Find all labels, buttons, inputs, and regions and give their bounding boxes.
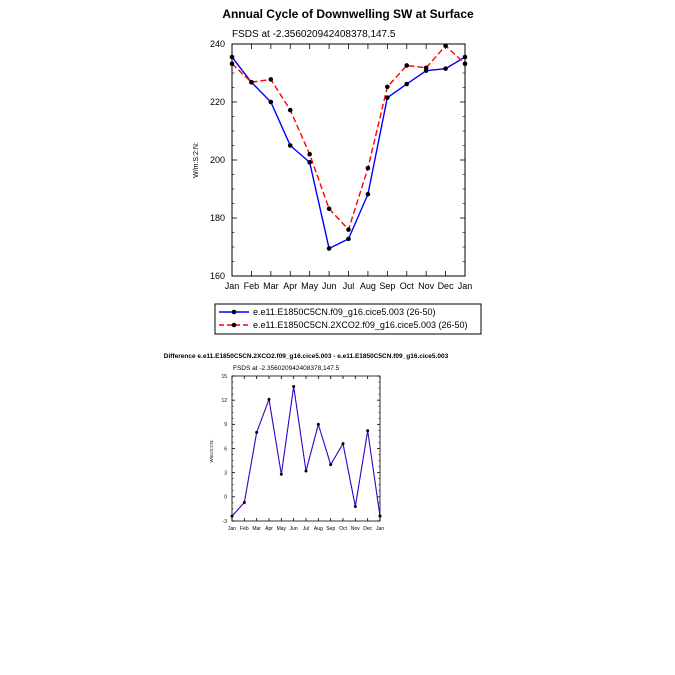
x-tick-label: Aug [313, 526, 323, 532]
y-tick-label: -3 [222, 518, 227, 525]
data-point [243, 501, 246, 504]
x-tick-label: Jul [302, 526, 310, 532]
x-tick-label: Mar [252, 526, 261, 532]
series-line-1 [232, 386, 380, 516]
x-tick-label: Nov [418, 281, 435, 291]
data-point [307, 160, 312, 165]
x-tick-label: Jan [457, 281, 473, 291]
x-tick-label: Jan [375, 526, 385, 532]
data-point [230, 55, 235, 60]
data-point [379, 515, 382, 518]
data-point [231, 515, 234, 518]
data-point [346, 237, 351, 242]
x-tick-label: Apr [283, 281, 298, 291]
data-point [424, 65, 429, 70]
y-tick-label: 12 [221, 397, 227, 404]
legend-label-series-1: e.e11.E1850C5CN.f09_g16.cice5.003 (26-50) [253, 307, 436, 317]
legend-marker-series-2 [232, 323, 237, 328]
x-tick-label: Mar [263, 281, 279, 291]
x-tick-label: Nov [350, 526, 360, 532]
x-tick-label: Oct [399, 281, 414, 291]
chart1-ylabel: W/m:S:2:N: [193, 142, 200, 178]
data-point [269, 100, 274, 105]
y-tick-label: 240 [209, 39, 225, 50]
data-point [366, 192, 371, 197]
x-tick-label: Dec [437, 281, 454, 291]
chart2-ylabel: W/m:S:2:N: [209, 439, 214, 463]
series-overlay-line-1 [232, 386, 380, 516]
x-tick-label: Oct [339, 526, 347, 532]
data-point [354, 505, 357, 508]
data-point [342, 442, 345, 445]
chart1-plot-area [210, 39, 472, 291]
x-tick-label: Jul [342, 281, 355, 291]
x-tick-label: Sep [379, 281, 396, 291]
y-tick-label: 200 [209, 155, 225, 166]
y-tick-label: 3 [224, 470, 227, 477]
legend-marker-series-1 [232, 310, 237, 315]
data-point [463, 61, 468, 66]
y-tick-label: 9 [224, 422, 227, 429]
data-point [249, 80, 254, 85]
y-tick-label: 220 [209, 97, 225, 108]
data-point [366, 429, 369, 432]
x-tick-label: May [276, 526, 287, 532]
x-tick-label: May [301, 281, 319, 291]
series-line-2 [232, 46, 465, 230]
chart1-frame [232, 44, 465, 276]
data-point [268, 398, 271, 401]
x-tick-label: Jun [289, 526, 298, 532]
chart1-title: Annual Cycle of Downwelling SW at Surface [222, 7, 474, 21]
data-point [327, 246, 332, 251]
x-tick-label: Feb [243, 281, 260, 291]
data-point [327, 206, 332, 211]
y-tick-label: 6 [224, 446, 227, 453]
data-point [346, 227, 351, 232]
data-point [329, 463, 332, 466]
x-tick-label: Feb [240, 526, 249, 532]
y-tick-label: 160 [209, 271, 225, 282]
x-tick-label: Dec [363, 526, 373, 532]
chart2-plot-area [221, 374, 384, 532]
data-point [307, 152, 312, 157]
x-tick-label: Aug [359, 281, 376, 291]
data-point [305, 470, 308, 473]
data-point [404, 63, 409, 68]
x-tick-label: Jun [321, 281, 337, 291]
y-tick-label: 15 [221, 373, 227, 380]
data-point [443, 43, 448, 48]
data-point [366, 166, 371, 171]
data-point [288, 143, 293, 148]
chart1-subtitle: FSDS at -2.356020942408378,147.5 [232, 29, 396, 40]
data-point [404, 82, 409, 87]
x-tick-label: Jan [227, 526, 237, 532]
y-tick-label: 0 [224, 494, 227, 501]
data-point [269, 77, 274, 82]
data-point [292, 385, 295, 388]
series-line-1 [232, 57, 465, 248]
data-point [385, 85, 390, 90]
chart2-subtitle: FSDS at -2.356020942408378,147.5 [233, 365, 340, 372]
data-point [385, 95, 390, 100]
data-point [317, 423, 320, 426]
data-point [255, 431, 258, 434]
data-point [280, 473, 283, 476]
data-point [463, 55, 468, 60]
data-point [288, 108, 293, 113]
chart2-title: Difference e.e11.E1850C5CN.2XCO2.f09_g16.cice5.003 - e.e11.E1850C5CN.f09_g16.cice5.003 [163, 353, 449, 360]
legend-label-series-2: e.e11.E1850C5CN.2XCO2.f09_g16.cice5.003 (26-50) [253, 320, 468, 330]
x-tick-label: Apr [265, 526, 273, 532]
data-point [443, 66, 448, 71]
x-tick-label: Jan [224, 281, 240, 291]
y-tick-label: 180 [209, 213, 225, 224]
data-point [230, 61, 235, 66]
x-tick-label: Sep [326, 526, 336, 532]
